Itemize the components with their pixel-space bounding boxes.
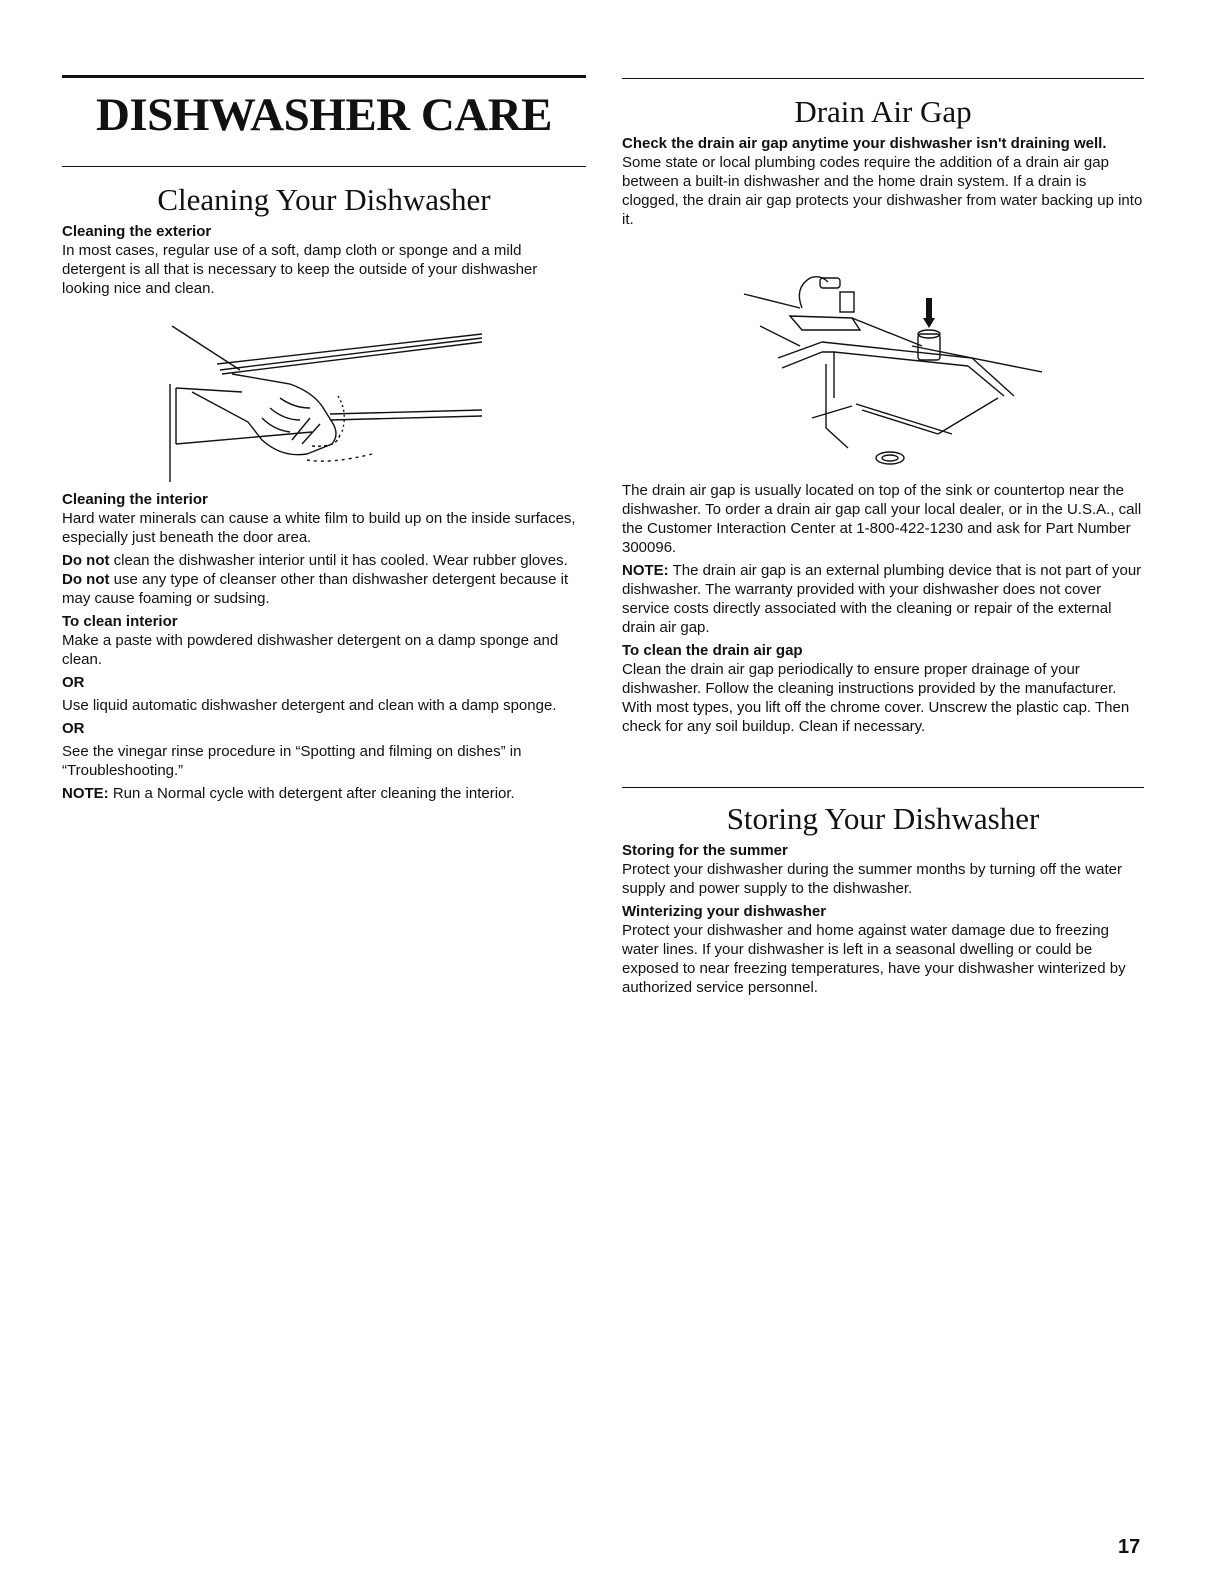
- page-number: 17: [1118, 1536, 1141, 1558]
- winter-text: Protect your dishwasher and home against water damage due to freezing water lines. If your dishwasher is left in a seasonal dwelling or could be exposed to near freezing temperatures, have your dishwasher winterized by authorized service personnel.: [622, 922, 1126, 996]
- hand-wiping-door-icon: [162, 322, 492, 484]
- warning-text-2: use any type of cleanser other than dishwasher detergent because it may cause foaming or sudsing.: [62, 571, 569, 607]
- note-label: NOTE:: [62, 785, 109, 802]
- do-not-label-1: Do not: [62, 552, 110, 569]
- sink-faucet-air-gap-icon: [742, 268, 1042, 472]
- interior-block: [62, 490, 586, 803]
- drain-details-block: [622, 481, 1144, 736]
- interior-text: Hard water minerals can cause a white film to build up on the inside surfaces, especially just beneath the door area.: [62, 510, 576, 546]
- exterior-heading: Cleaning the exterior: [62, 223, 212, 240]
- drain-to-clean-heading: To clean the drain air gap: [622, 642, 803, 659]
- drain-note: [622, 561, 1144, 637]
- page-title: DISHWASHER CARE: [95, 89, 553, 141]
- drain-to-clean-text: Clean the drain air gap periodically to ensure proper drainage of your dishwasher. Follow the cleaning instructions provided by the manufacturer. With most types, you lift off the chrome cover. Unscrew the plastic cap. Then check for any soil buildup. Clean if necessary.: [622, 661, 1130, 735]
- drain-location: The drain air gap is usually located on top of the sink or countertop near the dishwasher. To order a drain air gap call your local dealer, or in the U.S.A., call the Customer Interaction Center at 1-800-422-1230 and ask for Part Number 300096.: [622, 482, 1142, 556]
- interior-note: [62, 784, 586, 803]
- top-rule-right: [622, 78, 1144, 79]
- storing-divider: [622, 787, 1144, 788]
- cleaning-section-title: Cleaning Your Dishwasher: [157, 182, 491, 217]
- winter-heading: Winterizing your dishwasher: [622, 903, 827, 920]
- drain-section-title: Drain Air Gap: [794, 94, 972, 129]
- drain-intro: Some state or local plumbing codes require the addition of a drain air gap between a built-in dishwasher and the home drain system. If a drain is clogged, the drain air gap protects your dishwasher from water backing up into it.: [622, 154, 1143, 228]
- drain-intro-block: [622, 134, 1144, 229]
- storing-block: [622, 841, 1144, 997]
- or-label-1: OR: [62, 674, 85, 691]
- do-not-label-2: Do not: [62, 571, 110, 588]
- interior-heading: Cleaning the interior: [62, 491, 208, 508]
- summer-text: Protect your dishwasher during the summer months by turning off the water supply and power supply to the dishwasher.: [622, 861, 1122, 897]
- drain-note-label: NOTE:: [622, 562, 669, 579]
- warning-text-1: clean the dishwasher interior until it has cooled. Wear rubber gloves.: [109, 552, 568, 569]
- storing-section-title: Storing Your Dishwasher: [726, 801, 1040, 836]
- drain-lead: Check the drain air gap anytime your dishwasher isn't draining well.: [622, 135, 1107, 152]
- title-divider: [62, 166, 586, 167]
- top-rule-left: [62, 75, 586, 78]
- option-paste: Make a paste with powdered dishwasher detergent on a damp sponge and clean.: [62, 632, 559, 668]
- to-clean-interior-heading: To clean interior: [62, 613, 178, 630]
- exterior-text: In most cases, regular use of a soft, damp cloth or sponge and a mild detergent is all that is necessary to keep the outside of your dishwasher looking nice and clean.: [62, 242, 538, 297]
- exterior-block: [62, 222, 586, 298]
- drain-note-text: The drain air gap is an external plumbing device that is not part of your dishwasher. The warranty provided with your dishwasher does not cover service costs directly associated with the cleaning or repair of the external drain air gap.: [622, 562, 1142, 636]
- option-liquid: Use liquid automatic dishwasher detergent and clean with a damp sponge.: [62, 697, 557, 714]
- interior-warning: [62, 551, 586, 608]
- summer-heading: Storing for the summer: [622, 842, 788, 859]
- note-text: Run a Normal cycle with detergent after cleaning the interior.: [108, 785, 515, 802]
- or-label-2: OR: [62, 720, 85, 737]
- option-vinegar: See the vinegar rinse procedure in “Spotting and filming on dishes” in “Troubleshooting.”: [62, 743, 522, 779]
